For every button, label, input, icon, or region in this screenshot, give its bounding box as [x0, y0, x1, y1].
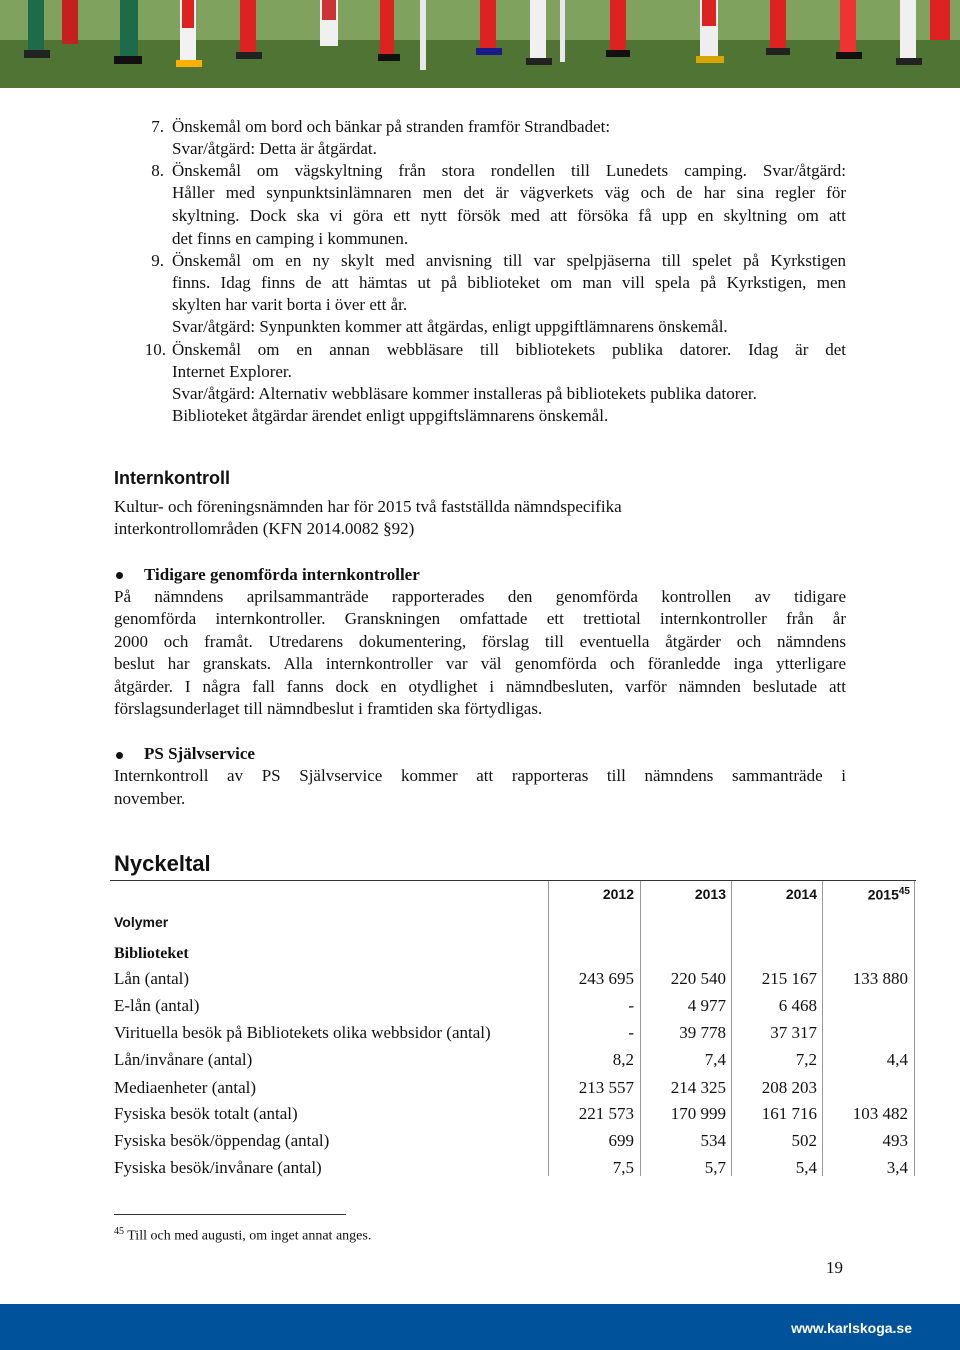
table-cell: 4,4	[886, 1050, 908, 1069]
paragraph-line: Internkontroll av PS Självservice kommer att rapporteras till nämndens sammanträde i	[114, 766, 846, 785]
row-label: Mediaenheter (antal)	[114, 1078, 257, 1097]
table-cell: 3,4	[886, 1158, 908, 1177]
list-number: 9.	[151, 251, 164, 270]
list-line: skylten har varit borta i över ett år.	[172, 295, 408, 314]
page-number: 19	[826, 1258, 843, 1277]
table-cell: 133 880	[852, 969, 908, 988]
paragraph-line: 2000 och framåt. Utredarens dokumentering, förslag till eventuella åtgärder och nämndens	[114, 632, 846, 651]
table-cell: 103 482	[852, 1104, 908, 1123]
list-line: Önskemål om en ny skylt med anvisning till var spelpjäserna till spelet på Kyrkstigen	[172, 251, 846, 270]
list-line: Önskemål om vägskyltning från stora rondellen till Lunedets camping. Svar/åtgärd:	[172, 161, 846, 180]
table-cell: 214 325	[670, 1078, 726, 1097]
list-line: Internet Explorer.	[172, 362, 292, 381]
paragraph-line: förslagsunderlaget till nämndbeslut i framtiden ska förtydligas.	[114, 699, 543, 718]
table-cell: 7,2	[795, 1050, 817, 1069]
table-cell: 502	[791, 1131, 817, 1150]
paragraph-line: beslut har granskats. Alla internkontroller var väl genomförda och föranledde inga ytterligare	[114, 654, 846, 673]
list-line: det finns en camping i kommunen.	[172, 229, 409, 248]
table-cell: 170 999	[670, 1104, 726, 1123]
list-number: 7.	[151, 117, 164, 136]
table-cell: 213 557	[578, 1078, 634, 1097]
list-number: 10.	[144, 340, 166, 359]
column-header-year: 2013	[694, 886, 726, 902]
footnote-ref: 45	[898, 886, 910, 897]
table-cell: -	[628, 1023, 634, 1042]
table-cell: 208 203	[761, 1078, 817, 1097]
table-cell: 215 167	[761, 969, 817, 988]
header-banner-photo	[0, 0, 960, 88]
footnote-rule	[114, 1214, 346, 1215]
table-cell: 699	[608, 1131, 634, 1150]
list-line: skyltning. Dock ska vi göra ett nytt försök med att försöka få upp en skyltning om att	[172, 206, 846, 225]
table-cell: 243 695	[578, 969, 634, 988]
table-cell: -	[628, 996, 634, 1015]
section-heading-internkontroll: Internkontroll	[114, 468, 230, 488]
table-cell: 37 317	[770, 1023, 817, 1042]
table-cell: 5,7	[704, 1158, 726, 1177]
row-label: Fysiska besök/öppendag (antal)	[114, 1131, 330, 1150]
paragraph-line: På nämndens aprilsammanträde rapporterades den genomförda kontrollen av tidigare	[114, 587, 846, 606]
paragraph-line: åtgärder. I några fall fanns dock en otydlighet i nämndbesluten, varför nämnden beslutade att	[114, 677, 846, 696]
footnote: $^{45}$ Till och med augusti, om inget annat anges.	[114, 1226, 372, 1244]
table-cell: 39 778	[679, 1023, 726, 1042]
row-label: E-lån (antal)	[114, 996, 200, 1015]
bullet-icon	[116, 572, 123, 579]
list-line: Svar/åtgärd: Alternativ webbläsare kommer installeras på bibliotekets publika datorer.	[172, 384, 757, 403]
row-label: Virituella besök på Bibliotekets olika webbsidor (antal)	[114, 1023, 491, 1042]
table-cell: 493	[882, 1131, 908, 1150]
paragraph-line: genomförda internkontroller. Granskningen omfattade ett trettiotal internkontroller från år	[114, 609, 846, 628]
intro-line: interkontrollområden (KFN 2014.0082 §92)	[114, 519, 415, 538]
intro-line: Kultur- och föreningsnämnden har för 2015 två fastställda nämndspecifika	[114, 497, 622, 516]
subgroup-label: Biblioteket	[114, 945, 189, 962]
table-cell: 221 573	[578, 1104, 634, 1123]
table-cell: 4 977	[687, 996, 726, 1015]
row-label: Lån/invånare (antal)	[114, 1050, 253, 1069]
column-header-year: 2015$^{45}$	[867, 886, 910, 903]
column-divider	[914, 881, 915, 1176]
list-line: Håller med synpunktsinlämnaren men det är vägverkets väg och de har sina regler för	[172, 183, 846, 202]
bullet-icon	[116, 752, 123, 759]
football-players-image	[0, 0, 960, 88]
table-cell: 7,5	[612, 1158, 634, 1177]
table-cell: 161 716	[761, 1104, 817, 1123]
row-label: Fysiska besök totalt (antal)	[114, 1104, 298, 1123]
list-line: Önskemål om bord och bänkar på stranden framför Strandbadet:	[172, 117, 611, 136]
list-number: 8.	[151, 161, 164, 180]
list-line: Biblioteket åtgärdar ärendet enligt uppgiftslämnarens önskemål.	[172, 406, 609, 425]
footer-bar	[0, 1304, 960, 1350]
table-cell: 8,2	[612, 1050, 634, 1069]
bullet-title: PS Självservice	[144, 744, 255, 763]
table-cell: 220 540	[670, 969, 726, 988]
row-label: Lån (antal)	[114, 969, 190, 988]
table-cell: 5,4	[795, 1158, 817, 1177]
list-line: finns. Idag finns de att hämtas ut på biblioteket om man vill spela på Kyrkstigen, men	[172, 273, 846, 292]
table-top-rule	[110, 880, 916, 881]
table-cell: 534	[700, 1131, 726, 1150]
group-label: Volymer	[114, 914, 169, 930]
column-header-year: 2014	[785, 886, 817, 902]
bullet-title: Tidigare genomförda internkontroller	[144, 565, 420, 584]
paragraph-line: november.	[114, 789, 186, 808]
footer-url-link[interactable]: www.karlskoga.se	[791, 1320, 912, 1336]
section-heading-nyckeltal: Nyckeltal	[114, 851, 211, 876]
list-line: Svar/åtgärd: Detta är åtgärdat.	[172, 139, 377, 158]
row-label: Fysiska besök/invånare (antal)	[114, 1158, 322, 1177]
list-line: Svar/åtgärd: Synpunkten kommer att åtgärdas, enligt uppgiftlämnarens önskemål.	[172, 317, 728, 336]
column-header-year: 2012	[602, 886, 634, 902]
table-cell: 7,4	[704, 1050, 726, 1069]
list-line: Önskemål om en annan webbläsare till bibliotekets publika datorer. Idag är det	[172, 340, 846, 359]
table-cell: 6 468	[778, 996, 817, 1015]
